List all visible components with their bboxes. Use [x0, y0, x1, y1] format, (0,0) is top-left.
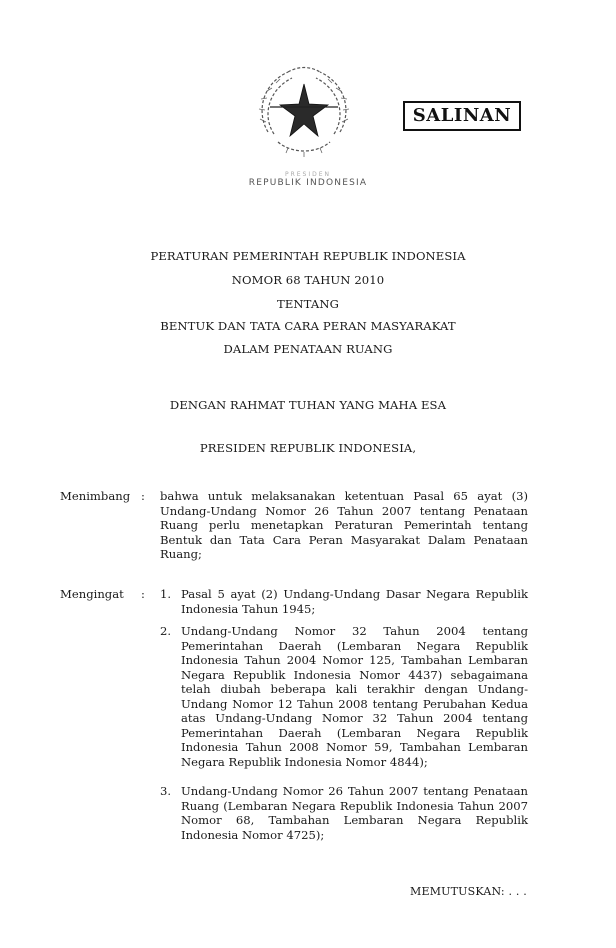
garuda-star-emblem-icon: [248, 62, 360, 162]
regulation-about: TENTANG: [277, 297, 339, 311]
mengingat-item-3-num: 3.: [160, 784, 172, 798]
menimbang-colon: :: [141, 489, 145, 503]
menimbang-text: [160, 489, 528, 562]
page-continuation: MEMUTUSKAN: . . .: [410, 885, 528, 898]
mengingat-item-3-text: Undang-Undang Nomor 26 Tahun 2007 tentang Penataan Ruang (Lembaran Negara Republik Indonesia Tahun 2007 Nomor 68, Tambahan Lembaran Negara Republik Indonesia Nomor 4725);: [181, 784, 528, 842]
invocation: DENGAN RAHMAT TUHAN YANG MAHA ESA: [169, 398, 447, 412]
salinan-stamp: SALINAN: [403, 101, 521, 131]
mengingat-item-2-num: 2.: [160, 624, 172, 638]
mengingat-item-2-text: Undang-Undang Nomor 32 Tahun 2004 tentang Pemerintahan Daerah (Lembaran Negara Republik Indonesia Tahun 2004 Nomor 125, Tambahan Lembaran Negara Republik Indonesia Nomor 4437) sebagaimana telah diubah beberapa kali terakhir dengan Undang-Undang Nomor 12 Tahun 2008 tentang Perubahan Kedua atas Undang-Undang Nomor 32 Tahun 2004 tentang Pemerintahan Daerah (Lembaran Negara Republik Indonesia Tahun 2008 Nomor 59, Tambahan Lembaran Negara Republik Indonesia Nomor 4844);: [181, 624, 528, 769]
regulation-number: NOMOR 68 TAHUN 2010: [231, 273, 385, 287]
mengingat-colon: :: [141, 587, 145, 601]
regulation-title: PERATURAN PEMERINTAH REPUBLIK INDONESIA: [150, 249, 466, 263]
mengingat-item-2: [181, 624, 528, 769]
menimbang-paragraph: bahwa untuk melaksanakan ketentuan Pasal 65 ayat (3) Undang-Undang Nomor 26 Tahun 2007 tentang Penataan Ruang perlu menetapkan Peraturan Pemerintah tentang Bentuk dan Tata Cara Peran Masyarakat Dalam Penataan Ruang;: [160, 489, 528, 561]
issuer: PRESIDEN REPUBLIK INDONESIA,: [199, 441, 417, 455]
emblem-caption: REPUBLIK INDONESIA: [248, 178, 368, 188]
regulation-subject-line2: DALAM PENATAAN RUANG: [223, 342, 393, 356]
mengingat-item-1-text: Pasal 5 ayat (2) Undang-Undang Dasar Negara Republik Indonesia Tahun 1945;: [181, 587, 528, 616]
mengingat-item-3: [181, 784, 528, 842]
mengingat-item-1: [181, 587, 528, 616]
menimbang-label: Menimbang: [60, 489, 131, 503]
regulation-subject-line1: BENTUK DAN TATA CARA PERAN MASYARAKAT: [160, 319, 456, 333]
mengingat-label: Mengingat: [60, 587, 124, 601]
mengingat-item-1-num: 1.: [160, 587, 172, 601]
emblem-caption-top: PRESIDEN: [284, 171, 332, 178]
